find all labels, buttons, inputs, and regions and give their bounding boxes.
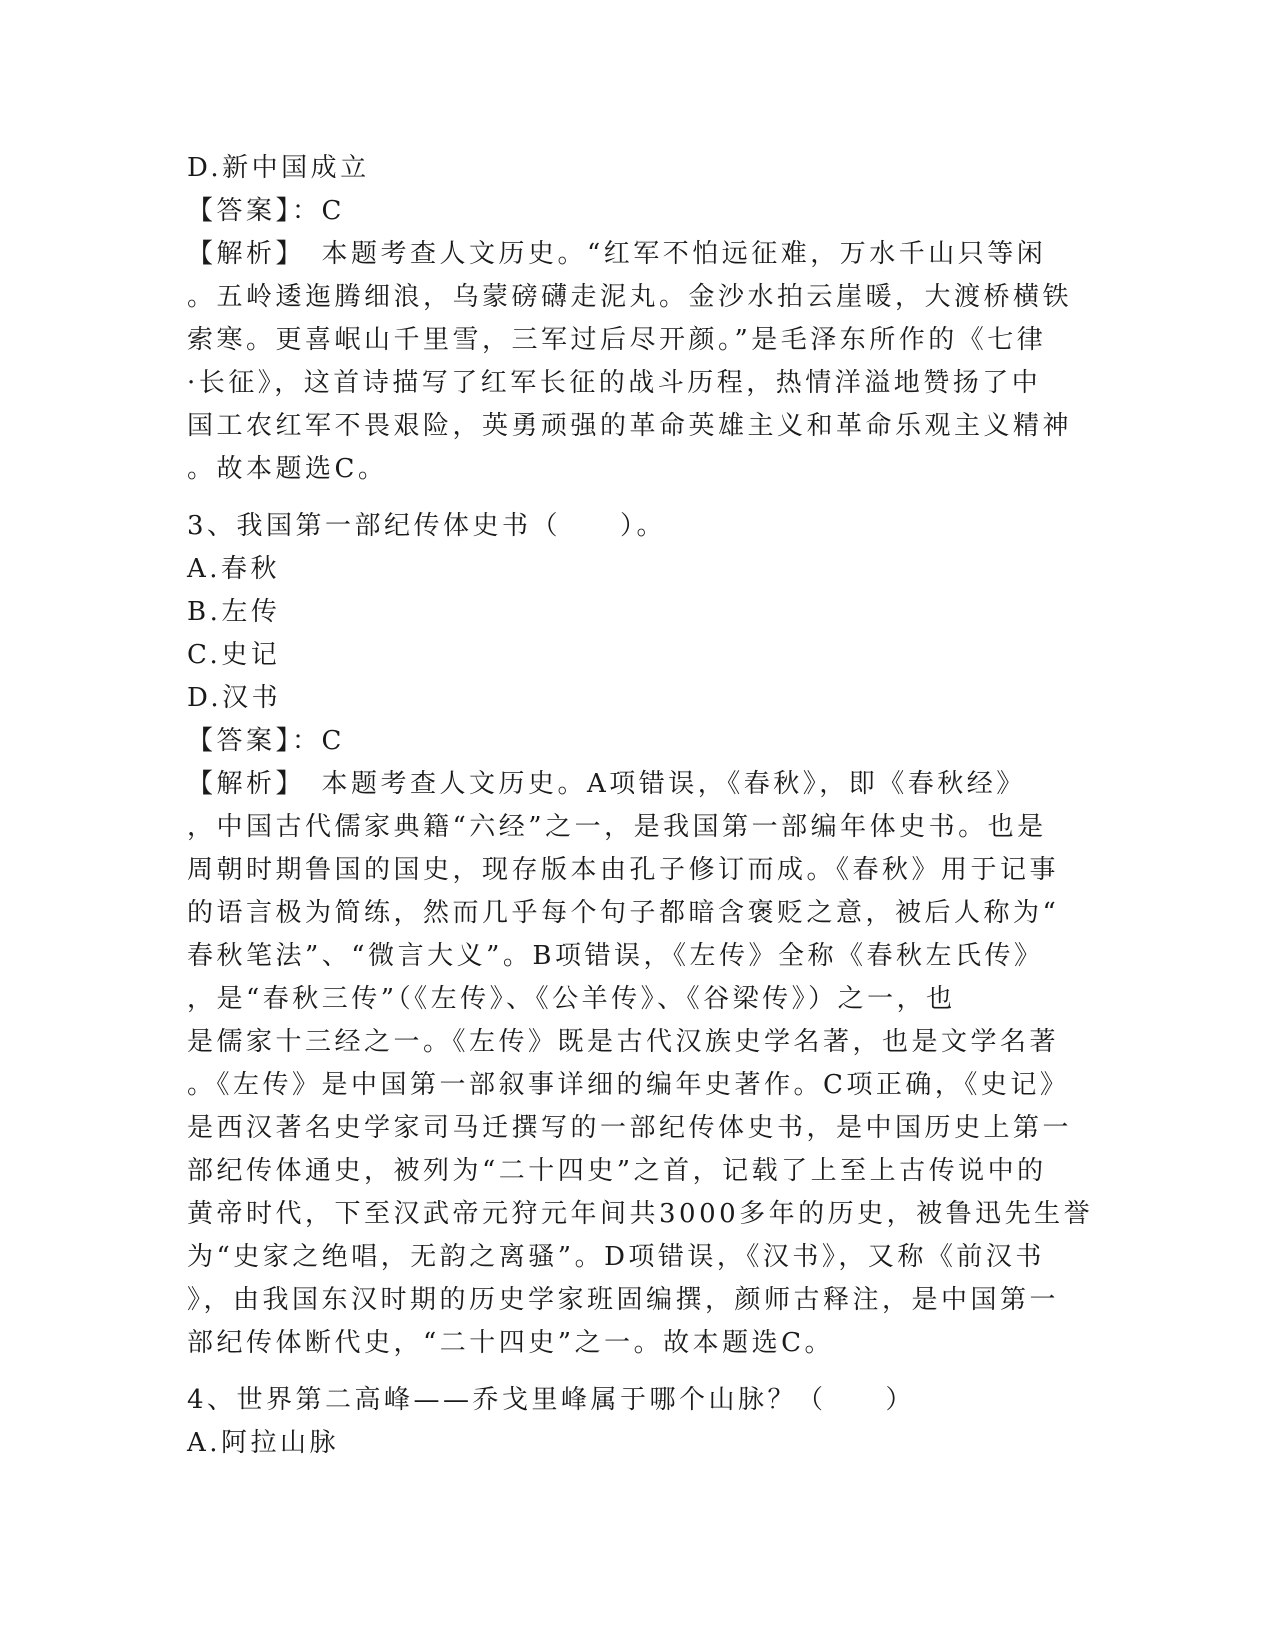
- q2-analysis-line: 索寒。更喜岷山千里雪，三军过后尽开颜。”是毛泽东所作的《七律: [187, 325, 1047, 355]
- question-4: [187, 1379, 1075, 1465]
- q3-analysis-line: 部纪传体通史，被列为“二十四史”之首，记载了上至上古传说中的: [187, 1156, 1047, 1186]
- q4-question: 4、世界第二高峰——乔戈里峰属于哪个山脉？（ ）: [187, 1385, 916, 1415]
- q3-analysis-line: ，中国古代儒家典籍“六经”之一，是我国第一部编年体史书。也是: [187, 812, 1047, 842]
- q2-option-d: D.新中国成立: [187, 153, 370, 183]
- q3-option-c: C.史记: [187, 640, 281, 670]
- q3-analysis-line: 周朝时期鲁国的国史，现存版本由孔子修订而成。《春秋》用于记事: [187, 855, 1060, 885]
- q3-analysis-line: 》，由我国东汉时期的历史学家班固编撰，颜师古释注，是中国第一: [187, 1285, 1060, 1315]
- q3-analysis-line: 的语言极为简练，然而几乎每个句子都暗含褒贬之意，被后人称为“: [187, 898, 1060, 928]
- q2-analysis-line: 。故本题选C。: [187, 454, 388, 484]
- q3-analysis: [187, 763, 1094, 1365]
- question-2-tail: [187, 147, 1075, 491]
- q3-analysis-line: 部纪传体断代史，“二十四史”之一。故本题选C。: [187, 1328, 834, 1358]
- q3-option-b: B.左传: [187, 597, 281, 627]
- q3-analysis-line: 为“史家之绝唱，无韵之离骚”。D项错误，《汉书》，又称《前汉书: [187, 1242, 1045, 1272]
- q3-analysis-line: 是西汉著名史学家司马迁撰写的一部纪传体史书，是中国历史上第一: [187, 1113, 1073, 1143]
- q3-analysis-line: 。《左传》是中国第一部叙事详细的编年史著作。C项正确，《史记》: [187, 1070, 1070, 1100]
- q3-analysis-line: 是儒家十三经之一。《左传》既是古代汉族史学名著，也是文学名著: [187, 1027, 1060, 1057]
- q2-answer: 【答案】：C: [187, 196, 345, 226]
- q4-option-a: A.阿拉山脉: [187, 1428, 340, 1458]
- question-3: [187, 505, 1094, 1365]
- q3-analysis-line: 黄帝时代，下至汉武帝元狩元年间共3000多年的历史，被鲁迅先生誉: [187, 1199, 1094, 1229]
- q2-analysis-line: 国工农红军不畏艰险，英勇顽强的革命英雄主义和革命乐观主义精神: [187, 411, 1073, 441]
- spacer: [187, 491, 1075, 505]
- q3-analysis-line: 【解析】 本题考查人文历史。A项错误，《春秋》，即《春秋经》: [187, 769, 1026, 799]
- q3-question: 3、我国第一部纪传体史书（ ）。: [187, 511, 667, 541]
- q3-analysis-line: 春秋笔法”、“微言大义”。B项错误，《左传》全称《春秋左氏传》: [187, 941, 1044, 971]
- spacer: [187, 1365, 1075, 1379]
- q3-analysis-line: ，是“春秋三传”（《左传》、《公羊传》、《谷梁传》）之一，也: [187, 984, 956, 1014]
- q2-analysis-line: 【解析】 本题考查人文历史。“红军不怕远征难，万水千山只等闲: [187, 239, 1047, 269]
- q2-analysis-line: 。五岭逶迤腾细浪，乌蒙磅礴走泥丸。金沙水拍云崖暖，大渡桥横铁: [187, 282, 1073, 312]
- q3-answer: 【答案】：C: [187, 726, 345, 756]
- q3-option-d: D.汉书: [187, 683, 282, 713]
- q2-analysis-line: ·长征》，这首诗描写了红军长征的战斗历程，热情洋溢地赞扬了中: [187, 368, 1042, 398]
- q2-analysis: [187, 233, 1075, 491]
- q3-option-a: A.春秋: [187, 554, 281, 584]
